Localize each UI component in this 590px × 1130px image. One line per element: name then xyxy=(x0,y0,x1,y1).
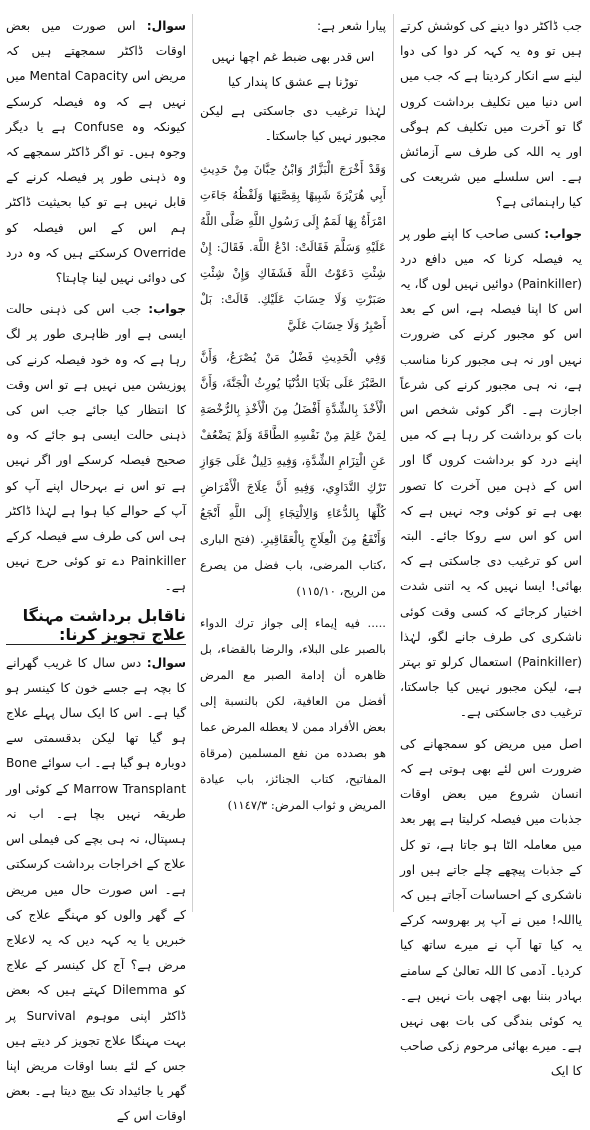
arabic-hadith: وَقَدْ أَخْرَجَ الْبَزَّارُ وَابْنُ حِبَّانَ مِنْ حَدِيثِ أَبِي هُرَيْرَةَ شَبِيهًا بِقِصَّتِهَا وَلَفْظُهُ جَاءَتِ امْرَأَةٌ بِهَا لَمَمٌ إِلَى رَسُولِ اللَّهِ صَلَّى اللَّهُ عَلَيْهِ وَسَلَّمَ فَقَالَتْ: ادْعُ اللَّهَ. فَقَالَ: إِنْ شِئْتِ دَعَوْتُ اللَّهَ فَشَفَاكِ وَإِنْ شِئْتِ صَبَرْتِ وَلَا حِسَابَ عَلَيْكِ. قَالَتْ: بَلْ أَصْبِرُ وَلَا حِسَابَ عَلَيَّ xyxy=(200,161,386,332)
answer-paragraph xyxy=(400,222,582,726)
column-middle xyxy=(200,14,386,912)
explanation-paragraph: اصل میں مریض کو سمجھانے کی ضرورت اس لئے بھی ہوتی ہے کہ انسان شروع میں بعض اوقات جذبات میں فیصلہ کرلیتا ہے پھر بعد میں معاملہ الٹا ہو جاتا ہے، تو کل کے جذبات پیچھے چلے جاتے ہیں اور ناشکری کے احساسات آجاتے ہیں کہ یااللہ! میں نے آپ پر بھروسہ کرکے یہ کیا تھا آپ نے میرے ساتھ کیا کردیا۔ آدمی کا اللہ تعالیٰ کے سامنے بہادر بننا بھی اچھی بات نہیں ہے۔ یہ کوئی بندگی کی بات بھی نہیں ہے۔ میرے بھائی مرحوم زکی صاحب کا ایک xyxy=(400,736,582,1079)
poem-line: اس قدر بھی ضبط غم اچھا نہیں xyxy=(211,50,375,65)
section-heading: ناقابل برداشت مہنگا علاج تجویز کرنا: xyxy=(6,606,186,645)
question-paragraph xyxy=(6,651,186,1130)
arabic-citation: ..... فيه إيماء إلى جواز ترك الدواء بالصبر على البلاء، والرضا بالقضاء، بل ظاهره أن إدامة الصبر مع المرض أفضل من العافية، لكن بالنسبة إلى بعض الأفراد ممن لا يعطله المرض عما هو بصدده من نفع المسلمين (مرقاة المفاتيح، كتاب الجنائز، باب عيادة المريض و ثواب المرض: ١١٤٧/٣) xyxy=(200,615,386,812)
question-label: سوال: xyxy=(146,19,187,33)
column-divider xyxy=(393,14,394,912)
arabic-commentary: وَفِي الْحَدِيثِ فَضْلُ مَنْ يُصْرَعُ، وَأَنَّ الصَّبْرَ عَلَى بَلَايَا الدُّنْيَا يُورِثُ الْجَنَّةَ، وَأَنَّ الْأَخْذَ بِالشِّدَّةِ أَفْضَلُ مِنَ الْأَخْذِ بِالرُّخْصَةِ لِمَنْ عَلِمَ مِنْ نَفْسِهِ الطَّاقَةَ وَلَمْ يَضْعُفْ عَنِ الْتِزَامِ الشِّدَّةِ، وَفِيهِ دَلِيلٌ عَلَى جَوَازِ تَرْكِ التَّدَاوِي، وَفِيهِ أَنَّ عِلَاجَ الْأَمْرَاضِ كُلِّهَا بِالدُّعَاءِ وَالِالْتِجَاءِ إِلَى اللَّهِ أَنْجَعُ وَأَنْفَعُ مِنَ الْعِلَاجِ بِالْعَقَاقِيرِ. (فتح الباری ،كتاب المرضى، باب فضل من يصرع من الريح، ١١٥/١٠) xyxy=(200,349,386,598)
answer-label: جواب: xyxy=(148,302,186,317)
question-paragraph: جب ڈاکٹر دوا دینے کی کوشش کرتے ہیں تو وہ یہ کہہ کر دوا کی دوا لینے سے انکار کردیتا ہے کہ جب میں اس دنیا میں تکلیف برداشت کروں گا تو آخرت میں تکلیف کم ہوگی اور یہ اللہ کی طرف سے آزمائش ہے۔ اس سلسلے میں شریعت کی کیا راہنمائی ہے؟ xyxy=(400,19,582,210)
conclusion-paragraph: لہٰذا ترغیب دی جاسکتی ہے لیکن مجبور نہیں کیا جاسکتا۔ xyxy=(200,104,386,144)
poem-line: توڑنا ہے عشق کا پندار کیا xyxy=(227,75,359,90)
poem-intro: پیارا شعر ہے: xyxy=(316,19,386,33)
answer-label: جواب: xyxy=(544,226,582,241)
column-divider xyxy=(192,14,193,912)
question-text: دس سال کا غریب گھرانے کا بچہ ہے جسے خون کا کینسر ہو گیا ہے۔ اس کا ایک سال پہلے علاج ہو گیا تھا لیکن بدقسمتی سے دوبارہ ہو گیا ہے۔ اب سوائے Bone Marrow Transplant کے کوئی اور طریقہ نہیں بچا ہے۔ اب نہ ہسپتال، نہ ہی بچے کی فیملی اس علاج کے اخراجات برداشت کرسکتی ہے۔ اس صورت حال میں مریض کے گھر والوں کو مہنگے علاج کی خبریں یا یہ کہہ دیں کہ یہ لاعلاج مرض ہے؟ آج کل کینسر کے علاج کو Dilemma کہتے ہیں کہ بعض ڈاکٹر اپنی موہوم Survival پر بہت مہنگا علاج تجویز کر دیتے ہیں جس کے لئے بسا اوقات مریض اپنا گھر یا جائیداد تک بیچ دیتا ہے۔ بعض اوقات اس کے xyxy=(6,655,187,1124)
answer-text: کسی صاحب کا اپنے طور پر یہ فیصلہ کرنا کہ میں دافع درد (Painkiller) دوائیں نہیں لوں گا، یہ اس کا اپنا فیصلہ ہے، اس کے بعد اس کو مجبور کرنے کی ضرورت نہیں اور نہ ہی مجبور کرنا مناسب ہے، نہ ہی مجبور کرنے کی شرعاً اجازت ہے۔ اگر کوئی شخص اس بات کو برداشت کر رہا ہے کہ میں اپنے درد کو برداشت کروں گا اور اس کے ذہن میں آخرت کا تصور بھی ہے تو کوئی وجہ نہیں ہے کہ اس کو اس سے روکا جائے۔ البتہ اس کو ترغیب دی جاسکتی ہے کہ بھائی! ایسا نہیں کہ یہ اتنی شدت اختیار کرجائے کہ کسی وقت کوئی ناشکری کی طرف جانے لگو، لہٰذا (Painkiller) استعمال کرلو تو بہتر ہے، لیکن مجبور نہیں کیا جاسکتا، ترغیب دی جاسکتی ہے۔ xyxy=(400,226,582,720)
poem xyxy=(200,45,386,95)
question-label: سوال: xyxy=(146,655,187,670)
question-paragraph xyxy=(6,14,186,291)
column-left xyxy=(6,14,187,1124)
answer-paragraph xyxy=(6,297,186,599)
answer-text: جب اس کی ذہنی حالت ایسی ہے اور ظاہری طور پر لگ رہا ہے کہ وہ خود فیصلہ کرنے کی پوزیشن میں نہیں ہے تو اس وقت کا انتظار کیا جائے جب اس کی ذہنی حالت ایسی ہو جائے کہ وہ صحیح فیصلہ کرسکے اور اگر نہیں ہے تو اس نے بہرحال اپنے آپ کو آپ کے حوالے کیا ہوا ہے لہٰذا ڈاکٹر ہی اس کی طرف سے فیصلہ کرکے Painkiller دے تو کوئی حرج نہیں ہے۔ xyxy=(6,302,186,594)
question-text: اس صورت میں بعض اوقات ڈاکٹر سمجھتے ہیں کہ مریض اس Mental Capacity میں نہیں ہے کہ وہ فیصلہ کرسکے کیونکہ وہ Confuse ہے یا دیگر وجوہ ہیں۔ تو اگر ڈاکٹر سمجھے کہ وہ ذہنی طور پر فیصلہ کرنے کے قابل نہیں ہے تو کیا بحیثیت ڈاکٹر ہم اس کے اس فیصلہ کو Override کرسکتے ہیں کہ وہ درد کی دوائی نہیں لینا چاہتا؟ xyxy=(6,19,186,286)
column-right xyxy=(400,14,582,1079)
